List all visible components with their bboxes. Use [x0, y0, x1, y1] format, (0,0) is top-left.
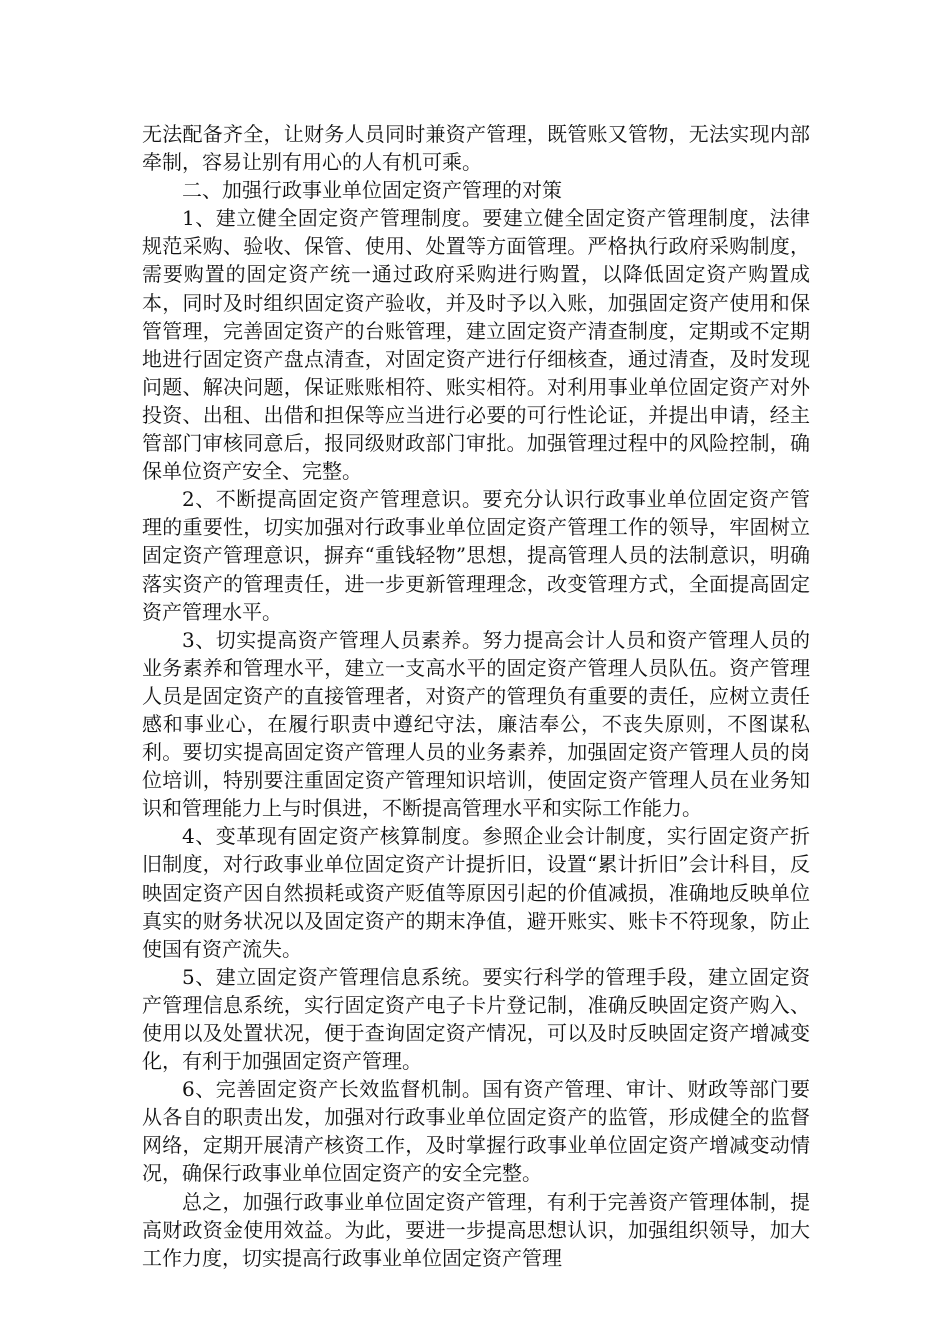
paragraph-measure-4: 4、变革现有固定资产核算制度。参照企业会计制度，实行固定资产折旧制度，对行政事业单位固定资产计提折旧，设置“累计折旧”会计科目，反映固定资产因自然损耗或资产贬值等原因引起的价值减损，准确地反映单位真实的财务状况以及固定资产的期末净值，避开账实、账卡不符现象，防止使国有资产流失。 [142, 824, 810, 961]
paragraph-continuation: 无法配备齐全，让财务人员同时兼资产管理，既管账又管物，无法实现内部牵制，容易让别有用心的人有机可乘。 [142, 122, 810, 175]
paragraph-measure-3: 3、切实提高资产管理人员素养。努力提高会计人员和资产管理人员的业务素养和管理水平，建立一支高水平的固定资产管理人员队伍。资产管理人员是固定资产的直接管理者，对资产的管理负有重要的责任，应树立责任感和事业心，在履行职责中遵纪守法，廉洁奉公，不丧失原则，不图谋私利。要切实提高固定资产管理人员的业务素养，加强固定资产管理人员的岗位培训，特别要注重固定资产管理知识培训，使固定资产管理人员在业务知识和管理能力上与时俱进，不断提高管理水平和实际工作能力。 [142, 627, 810, 821]
document-body [142, 120, 810, 1272]
paragraph-measure-6: 6、完善固定资产长效监督机制。国有资产管理、审计、财政等部门要从各自的职责出发，加强对行政事业单位固定资产的监管，形成健全的监督网络，定期开展清产核资工作，及时掌握行政事业单位固定资产增减变动情况，确保行政事业单位固定资产的安全完整。 [142, 1077, 810, 1186]
paragraph-measure-1: 1、建立健全固定资产管理制度。要建立健全固定资产管理制度，法律规范采购、验收、保管、使用、处置等方面管理。严格执行政府采购制度，需要购置的固定资产统一通过政府采购进行购置，以降低固定资产购置成本，同时及时组织固定资产验收，并及时予以入账，加强固定资产使用和保管管理，完善固定资产的台账管理，建立固定资产清查制度，定期或不定期地进行固定资产盘点清查，对固定资产进行仔细核查，通过清查，及时发现问题、解决问题，保证账账相符、账实相符。对利用事业单位固定资产对外投资、出租、出借和担保等应当进行必要的可行性论证，并提出申请，经主管部门审核同意后，报同级财政部门审批。加强管理过程中的风险控制，确保单位资产安全、完整。 [142, 206, 810, 484]
paragraph-measure-2: 2、不断提高固定资产管理意识。要充分认识行政事业单位固定资产管理的重要性，切实加强对行政事业单位固定资产管理工作的领导，牢固树立固定资产管理意识，摒弃“重钱轻物”思想，提高管理人员的法制意识，明确落实资产的管理责任，进一步更新管理理念，改变管理方式，全面提高固定资产管理水平。 [142, 487, 810, 624]
paragraph-conclusion: 总之，加强行政事业单位固定资产管理，有利于完善资产管理体制，提高财政资金使用效益。为此，要进一步提高思想认识，加强组织领导，加大工作力度，切实提高行政事业单位固定资产管理 [142, 1189, 810, 1270]
paragraph-measure-5: 5、建立固定资产管理信息系统。要实行科学的管理手段，建立固定资产管理信息系统，实行固定资产电子卡片登记制，准确反映固定资产购入、使用以及处置状况，便于查询固定资产情况，可以及时反映固定资产增减变化，有利于加强固定资产管理。 [142, 964, 810, 1074]
section-heading: 二、加强行政事业单位固定资产管理的对策 [182, 178, 562, 203]
